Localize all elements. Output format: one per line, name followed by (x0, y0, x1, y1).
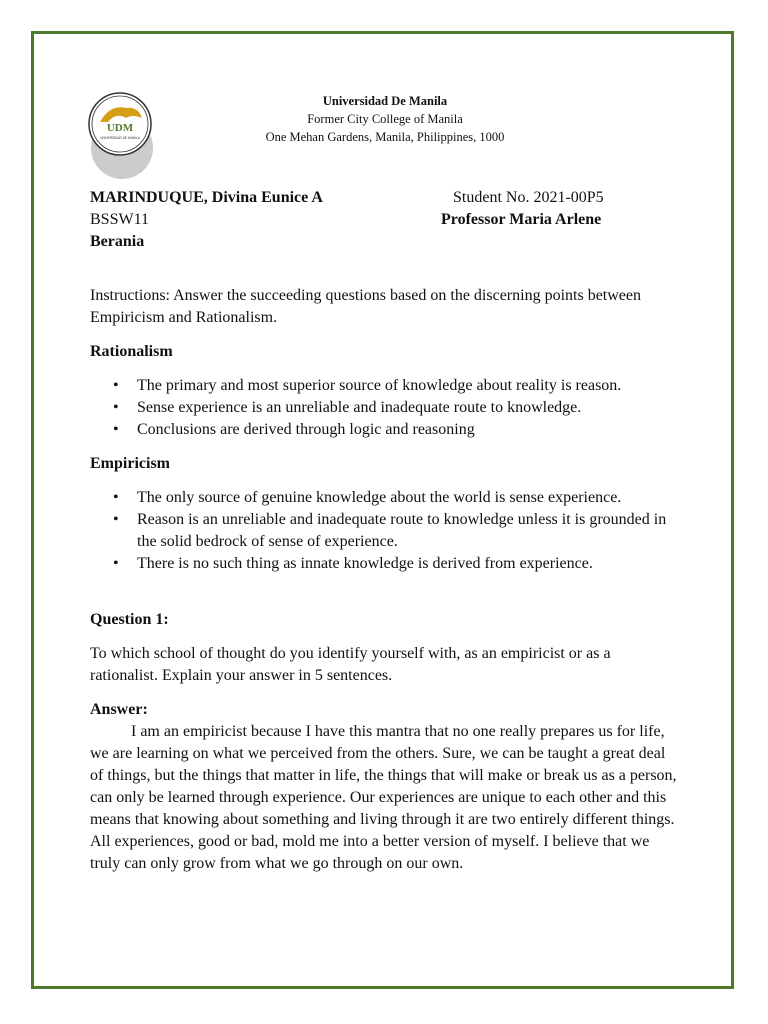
question-text: To which school of thought do you identify yourself with, as an empiricist or as a rationalist. Explain your answer in 5 sentences. (90, 645, 611, 684)
empiricism-heading: Empiricism (90, 455, 170, 472)
student-line3: Berania (90, 233, 145, 250)
list-item: • Conclusions are derived through logic and reasoning (137, 419, 680, 441)
empiricism-list (90, 487, 680, 575)
student-section: BSSW11 (90, 211, 149, 228)
list-item: • Sense experience is an unreliable and inadequate route to knowledge. (137, 397, 680, 419)
list-item: • There is no such thing as innate knowledge is derived from experience. (137, 553, 680, 575)
list-item: • The primary and most superior source of knowledge about reality is reason. (137, 375, 680, 397)
document-body (90, 285, 680, 875)
university-address: One Mehan Gardens, Manila, Philippines, 1000 (265, 130, 505, 144)
former-name: Former City College of Manila (307, 112, 463, 126)
answer-text: I am an empiricist because I have this mantra that no one really prepares us for life, we are learning on what we perceived from the others. Sure, we can be taught a great deal of things, but the things that matter in life, the things that will make or break us as a person, can only be learned through experience. Our experiences are unique to each other and this means that knowing about something and living through it are two entirely different things. All experiences, good or bad, mold me into a better version of myself. I believe that we truly can only grow from what we go through on our own. (90, 723, 677, 872)
student-info-right (441, 187, 604, 231)
udm-seal-icon (86, 92, 156, 182)
svg-text:UNIVERSIDAD DE MANILA: UNIVERSIDAD DE MANILA (100, 136, 140, 140)
university-header (160, 92, 610, 146)
answer-heading: Answer: (90, 701, 148, 718)
student-info (90, 187, 323, 253)
list-item: • The only source of genuine knowledge about the world is sense experience. (137, 487, 680, 509)
list-item: • Reason is an unreliable and inadequate route to knowledge unless it is grounded in the solid bedrock of sense of experience. (137, 509, 680, 553)
rationalism-list (90, 375, 680, 441)
professor-name: Professor Maria Arlene (441, 211, 602, 228)
student-name: MARINDUQUE, Divina Eunice A (90, 189, 323, 206)
university-logo (86, 92, 156, 182)
svg-text:UDM: UDM (106, 122, 134, 134)
instructions: Instructions: Answer the succeeding questions based on the discerning points between Empiricism and Rationalism. (90, 287, 641, 326)
university-name: Universidad De Manila (322, 94, 448, 108)
student-number: Student No. 2021-00P5 (453, 189, 604, 206)
question-heading: Question 1: (90, 611, 169, 628)
rationalism-heading: Rationalism (90, 343, 173, 360)
